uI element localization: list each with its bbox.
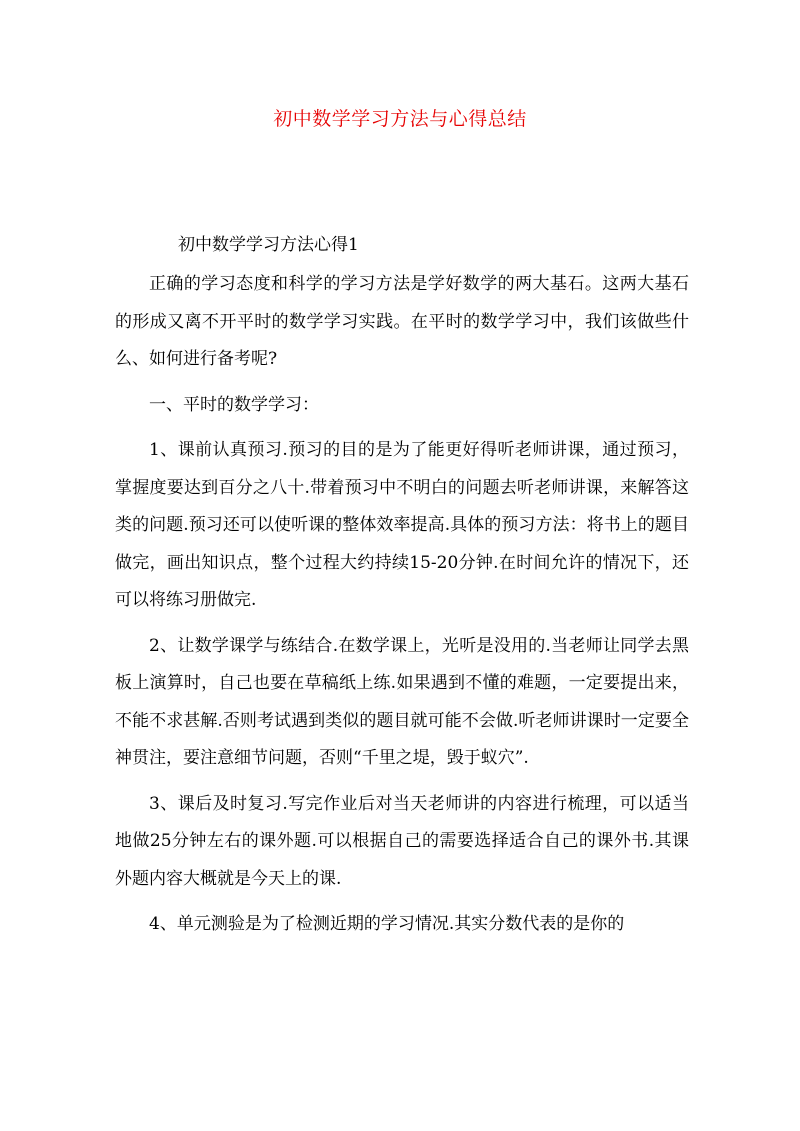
paragraph-item-4: 4、单元测验是为了检测近期的学习情况.其实分数代表的是你的 bbox=[149, 914, 625, 934]
section-heading: 初中数学学习方法心得1 bbox=[178, 235, 359, 255]
paragraph-item-1: 1、课前认真预习.预习的目的是为了能更好得听老师讲课，通过预习，掌握度要达到百分之八十.带着预习中不明白的问题去听老师讲课，来解答这类的问题.预习还可以使听课的整体效率提高.具体的预习方法：将书上的题目做完，画出知识点，整个过程大约持续15-20分钟.在时间允许的情况下，还可以将练习册做完. bbox=[115, 440, 689, 610]
paragraph-item-3: 3、课后及时复习.写完作业后对当天老师讲的内容进行梳理，可以适当地做25分钟左右的课外题.可以根据自己的需要选择适合自己的课外书.其课外题内容大概就是今天上的课. bbox=[115, 793, 689, 889]
paragraph-item-2: 2、让数学课学与练结合.在数学课上，光听是没用的.当老师让同学去黑板上演算时，自己也要在草稿纸上练.如果遇到不懂的难题，一定要提出来，不能不求甚解.否则考试遇到类似的题目就可能不会做.听老师讲课时一定要全神贯注，要注意细节问题，否则“千里之堤，毁于蚁穴”. bbox=[115, 635, 689, 768]
paragraph-intro: 正确的学习态度和科学的学习方法是学好数学的两大基石。这两大基石的形成又离不开平时的数学学习实践。在平时的数学学习中，我们该做些什么、如何进行备考呢? bbox=[115, 274, 689, 369]
paragraph-heading-1: 一、平时的数学学习： bbox=[149, 394, 319, 415]
document-title: 初中数学学习方法与心得总结 bbox=[273, 108, 527, 130]
document-body bbox=[115, 266, 689, 952]
